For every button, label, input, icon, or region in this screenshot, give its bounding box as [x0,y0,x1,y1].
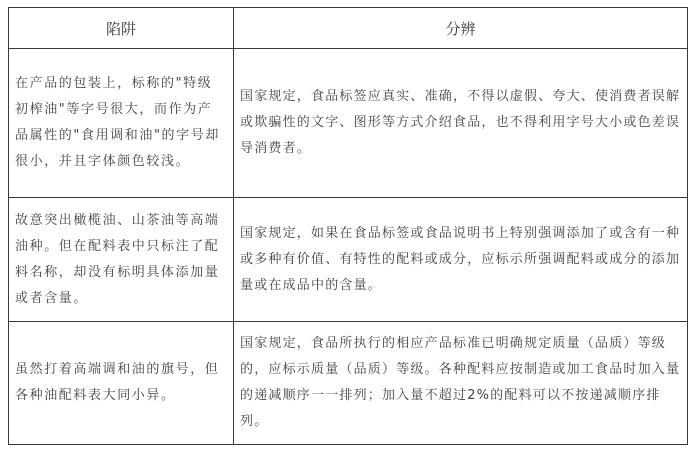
table-header-row [9,8,688,49]
identify-cell: 国家规定，食品标签应真实、准确，不得以虚假、夸大、使消费者误解或欺骗性的文字、图形等方式介绍食品，也不得利用字号大小或色差误导消费者。 [234,49,688,198]
identify-cell: 国家规定，如果在食品标签或食品说明书上特别强调添加了或含有一种或多种有价值、有特性的配料或成分，应标示所强调配料或成分的添加量或在成品中的含量。 [234,198,688,322]
identify-cell: 国家规定，食品所执行的相应产品标准已明确规定质量（品质）等级的，应标示质量（品质）等级。各种配料应按制造或加工食品时加入量的递减顺序一一排列；加入量不超过2%的配料可以不按递减顺序排列。 [234,322,688,445]
table-row [9,49,688,198]
header-trap: 陷阱 [9,8,234,49]
comparison-table-container [8,7,687,445]
trap-cell: 在产品的包装上，标称的"特级初榨油"等字号很大，而作为产品属性的"食用调和油"的字号却很小，并且字体颜色较浅。 [9,49,234,198]
table-row [9,198,688,322]
header-identify: 分辨 [234,8,688,49]
trap-cell: 虽然打着高端调和油的旗号，但各种油配料表大同小异。 [9,322,234,445]
trap-cell: 故意突出橄榄油、山茶油等高端油种。但在配料表中只标注了配料名称，却没有标明具体添加量或者含量。 [9,198,234,322]
table-row [9,322,688,445]
trap-identification-table [8,7,688,445]
